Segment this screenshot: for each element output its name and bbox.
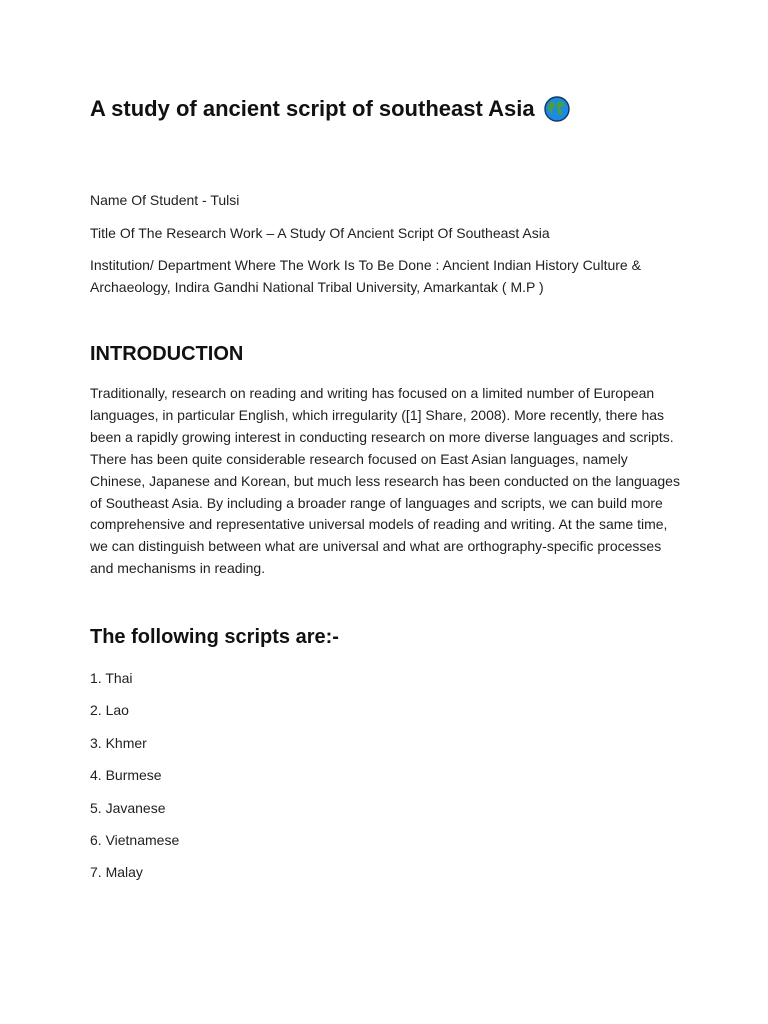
list-item: 7. Malay bbox=[90, 864, 143, 881]
list-item: 1. Thai bbox=[90, 670, 133, 686]
list-item: 3. Khmer bbox=[90, 734, 147, 751]
scripts-list bbox=[90, 667, 179, 894]
list-item: 2. Lao bbox=[90, 702, 129, 719]
globe-icon bbox=[544, 96, 570, 122]
list-item: 5. Javanese bbox=[90, 799, 166, 816]
list-item: 6. Vietnamese bbox=[90, 831, 180, 848]
student-name: Name Of Student - Tulsi bbox=[90, 192, 240, 208]
page-title bbox=[90, 96, 570, 122]
list-item: 4. Burmese bbox=[90, 767, 162, 784]
institution: Institution/ Department Where The Work Is To Be Done : Ancient Indian History Culture & Archaeology, Indira Gandhi National Tribal University, Amarkantak ( M.P ) bbox=[90, 257, 641, 295]
scripts-heading: The following scripts are:- bbox=[90, 626, 339, 648]
page-title-text: A study of ancient script of southeast Asia bbox=[90, 96, 535, 121]
introduction-heading: INTRODUCTION bbox=[90, 343, 244, 365]
introduction-paragraph: Traditionally, research on reading and writing has focused on a limited number of European languages, in particular English, which irregularity ([1] Share, 2008). More recently, there has been a rapidly growing interest in conducting research on more diverse languages and scripts. There has been quite considerable research focused on East Asian languages, namely Chinese, Japanese and Korean, but much less research has been conducted on the languages of Southeast Asia. By including a broader range of languages and scripts, we can build more comprehensive and representative universal models of reading and writing. At the same time, we can distinguish between what are universal and what are orthography-specific processes and mechanisms in reading. bbox=[90, 385, 680, 577]
research-title: Title Of The Research Work – A Study Of Ancient Script Of Southeast Asia bbox=[90, 225, 550, 241]
